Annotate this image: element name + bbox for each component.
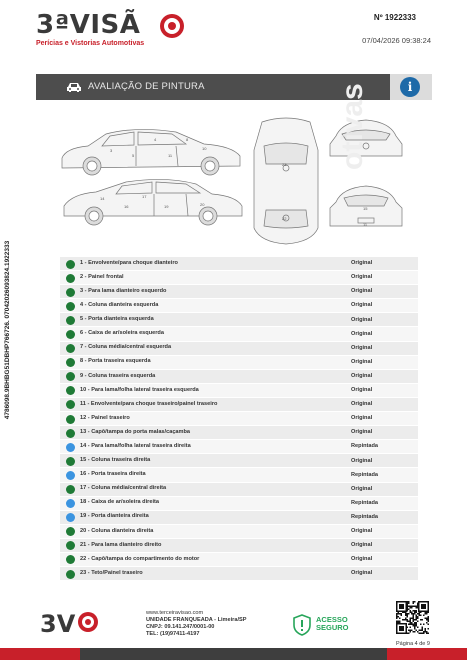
paint-evaluation-table xyxy=(60,257,418,581)
table-row xyxy=(60,567,418,581)
part-name: 4 - Coluna dianteira esquerda xyxy=(80,302,159,309)
svg-text:10: 10 xyxy=(202,146,207,151)
part-status: Original xyxy=(351,316,373,323)
side-identifier-text: 4786098.9BHBG51DBHP766726. 07042026093824.1922333 xyxy=(4,240,11,420)
table-row xyxy=(60,483,418,497)
side-identifier xyxy=(4,240,18,420)
footer-website: www.terceiravisao.com xyxy=(146,610,204,616)
part-status: Original xyxy=(351,429,373,436)
section-title: AVALIAÇÃO DE PINTURA xyxy=(88,81,205,92)
table-row xyxy=(60,539,418,553)
part-status: Original xyxy=(351,387,373,394)
status-dot-icon xyxy=(66,415,75,424)
svg-text:15: 15 xyxy=(363,206,368,211)
secure-access-badge xyxy=(290,612,354,638)
part-name: 10 - Para lama/folha lateral traseira esquerda xyxy=(80,386,199,393)
table-row xyxy=(60,454,418,468)
part-name: 2 - Painel frontal xyxy=(80,273,124,280)
logo-target-icon xyxy=(160,14,184,38)
status-dot-icon xyxy=(66,400,75,409)
part-name: 3 - Para lama dianteiro esquerdo xyxy=(80,287,167,294)
car-top-view xyxy=(254,118,318,244)
table-row xyxy=(60,440,418,454)
part-status: Original xyxy=(351,401,373,408)
table-row xyxy=(60,468,418,482)
part-status: Original xyxy=(351,260,373,267)
part-name: 5 - Porta dianteira esquerda xyxy=(80,316,154,323)
part-name: 23 - Teto/Painel traseiro xyxy=(80,569,143,576)
table-row xyxy=(60,553,418,567)
part-status: Original xyxy=(351,288,373,295)
footer-bar-accent-right xyxy=(387,648,467,660)
logo-subtitle: Perícias e Vistorias Automotivas xyxy=(36,40,145,47)
info-icon: i xyxy=(400,77,420,97)
part-status: Original xyxy=(351,274,373,281)
footer-company-info xyxy=(146,610,247,638)
secure-line-2: SEGURO xyxy=(316,623,349,632)
footer-tel: TEL: (19)97411-4197 xyxy=(146,631,200,637)
svg-text:11: 11 xyxy=(363,222,368,227)
part-name: 18 - Caixa de ar/soleira direita xyxy=(80,499,159,506)
secure-line-1: ACESSO xyxy=(316,615,348,624)
status-dot-icon xyxy=(66,429,75,438)
qr-code xyxy=(396,601,429,634)
part-name: 14 - Para lama/folha lateral traseira direita xyxy=(80,443,191,450)
part-name: 13 - Capô/tampa do porta malas/caçamba xyxy=(80,428,191,435)
table-row xyxy=(60,356,418,370)
status-dot-icon xyxy=(66,471,75,480)
status-dot-icon xyxy=(66,330,75,339)
table-row xyxy=(60,257,418,271)
table-row xyxy=(60,342,418,356)
part-status: Original xyxy=(351,556,373,563)
status-dot-icon xyxy=(66,513,75,522)
table-row xyxy=(60,285,418,299)
part-name: 11 - Envolvente/para choque traseiro/painel traseiro xyxy=(80,400,218,407)
table-row xyxy=(60,511,418,525)
part-status: Repintada xyxy=(351,443,379,450)
svg-text:8: 8 xyxy=(186,137,189,142)
status-dot-icon xyxy=(66,358,75,367)
part-status: Original xyxy=(351,542,373,549)
status-dot-icon xyxy=(66,570,75,579)
table-row xyxy=(60,271,418,285)
table-row xyxy=(60,412,418,426)
car-diagram-svg xyxy=(36,110,432,250)
table-row xyxy=(60,398,418,412)
status-dot-icon xyxy=(66,527,75,536)
secure-access-text xyxy=(316,616,349,632)
footer-bar-accent-left xyxy=(0,648,80,660)
svg-text:14: 14 xyxy=(100,196,105,201)
svg-text:19: 19 xyxy=(164,204,169,209)
table-row xyxy=(60,497,418,511)
part-status: Original xyxy=(351,485,373,492)
svg-text:16: 16 xyxy=(124,204,129,209)
part-status: Repintada xyxy=(351,471,379,478)
svg-text:5: 5 xyxy=(132,153,135,158)
section-header xyxy=(36,74,432,100)
part-name: 6 - Caixa de ar/soleira esquerda xyxy=(80,330,164,337)
document-datetime: 07/04/2026 09:38:24 xyxy=(362,36,431,45)
svg-text:22: 22 xyxy=(282,216,287,221)
part-name: 8 - Porta traseira esquerda xyxy=(80,358,151,365)
status-dot-icon xyxy=(66,288,75,297)
page-number: Página 4 de 9 xyxy=(396,641,430,647)
table-row xyxy=(60,426,418,440)
car-side-right xyxy=(64,179,242,225)
part-name: 17 - Coluna média/central direita xyxy=(80,485,167,492)
status-dot-icon xyxy=(66,344,75,353)
watermark: otivas xyxy=(336,83,369,170)
status-dot-icon xyxy=(66,260,75,269)
footer-cnpj: CNPJ: 09.141.247/0001-00 xyxy=(146,624,215,630)
footer-logo-target-icon xyxy=(78,612,98,632)
table-row xyxy=(60,525,418,539)
part-name: 15 - Coluna traseira direita xyxy=(80,457,151,464)
status-dot-icon xyxy=(66,372,75,381)
car-side-left xyxy=(62,129,240,175)
status-dot-icon xyxy=(66,457,75,466)
svg-text:4: 4 xyxy=(154,137,157,142)
part-status: Original xyxy=(351,302,373,309)
part-name: 20 - Coluna dianteira direita xyxy=(80,527,154,534)
status-dot-icon xyxy=(66,302,75,311)
table-row xyxy=(60,313,418,327)
part-status: Repintada xyxy=(351,499,379,506)
part-status: Original xyxy=(351,358,373,365)
svg-text:23: 23 xyxy=(282,162,287,167)
status-dot-icon xyxy=(66,386,75,395)
company-logo xyxy=(36,10,186,50)
part-name: 22 - Capô/tampa do compartimento do motor xyxy=(80,555,200,562)
table-row xyxy=(60,384,418,398)
svg-text:11: 11 xyxy=(168,153,173,158)
logo-text: 3ªVISÃ xyxy=(36,10,141,40)
car-icon xyxy=(66,81,82,93)
status-dot-icon xyxy=(66,274,75,283)
part-status: Original xyxy=(351,527,373,534)
part-name: 16 - Porta traseira direita xyxy=(80,471,146,478)
status-dot-icon xyxy=(66,485,75,494)
part-name: 1 - Envolvente/para choque dianteiro xyxy=(80,259,178,266)
shield-alert-icon xyxy=(292,614,312,636)
svg-text:20: 20 xyxy=(200,202,205,207)
part-name: 7 - Coluna média/central esquerda xyxy=(80,344,172,351)
status-dot-icon xyxy=(66,316,75,325)
status-dot-icon xyxy=(66,541,75,550)
part-status: Original xyxy=(351,330,373,337)
status-dot-icon xyxy=(66,555,75,564)
part-status: Repintada xyxy=(351,513,379,520)
status-dot-icon xyxy=(66,443,75,452)
part-name: 9 - Coluna traseira esquerda xyxy=(80,372,156,379)
part-status: Original xyxy=(351,344,373,351)
footer-unit: UNIDADE FRANQUEADA - Limeira/SP xyxy=(146,617,247,623)
info-button[interactable] xyxy=(390,74,432,100)
part-status: Original xyxy=(351,457,373,464)
part-status: Original xyxy=(351,570,373,577)
part-name: 12 - Painel traseiro xyxy=(80,414,130,421)
document-number: Nº 1922333 xyxy=(373,13,416,22)
table-row xyxy=(60,370,418,384)
part-name: 21 - Para lama dianteiro direito xyxy=(80,541,162,548)
table-row xyxy=(60,299,418,313)
footer-logo: 3V xyxy=(40,610,76,638)
status-dot-icon xyxy=(66,499,75,508)
part-name: 19 - Porta dianteira direita xyxy=(80,513,149,520)
part-status: Original xyxy=(351,372,373,379)
part-status: Original xyxy=(351,415,373,422)
svg-text:3: 3 xyxy=(110,148,113,153)
table-row xyxy=(60,327,418,341)
svg-text:17: 17 xyxy=(142,194,147,199)
